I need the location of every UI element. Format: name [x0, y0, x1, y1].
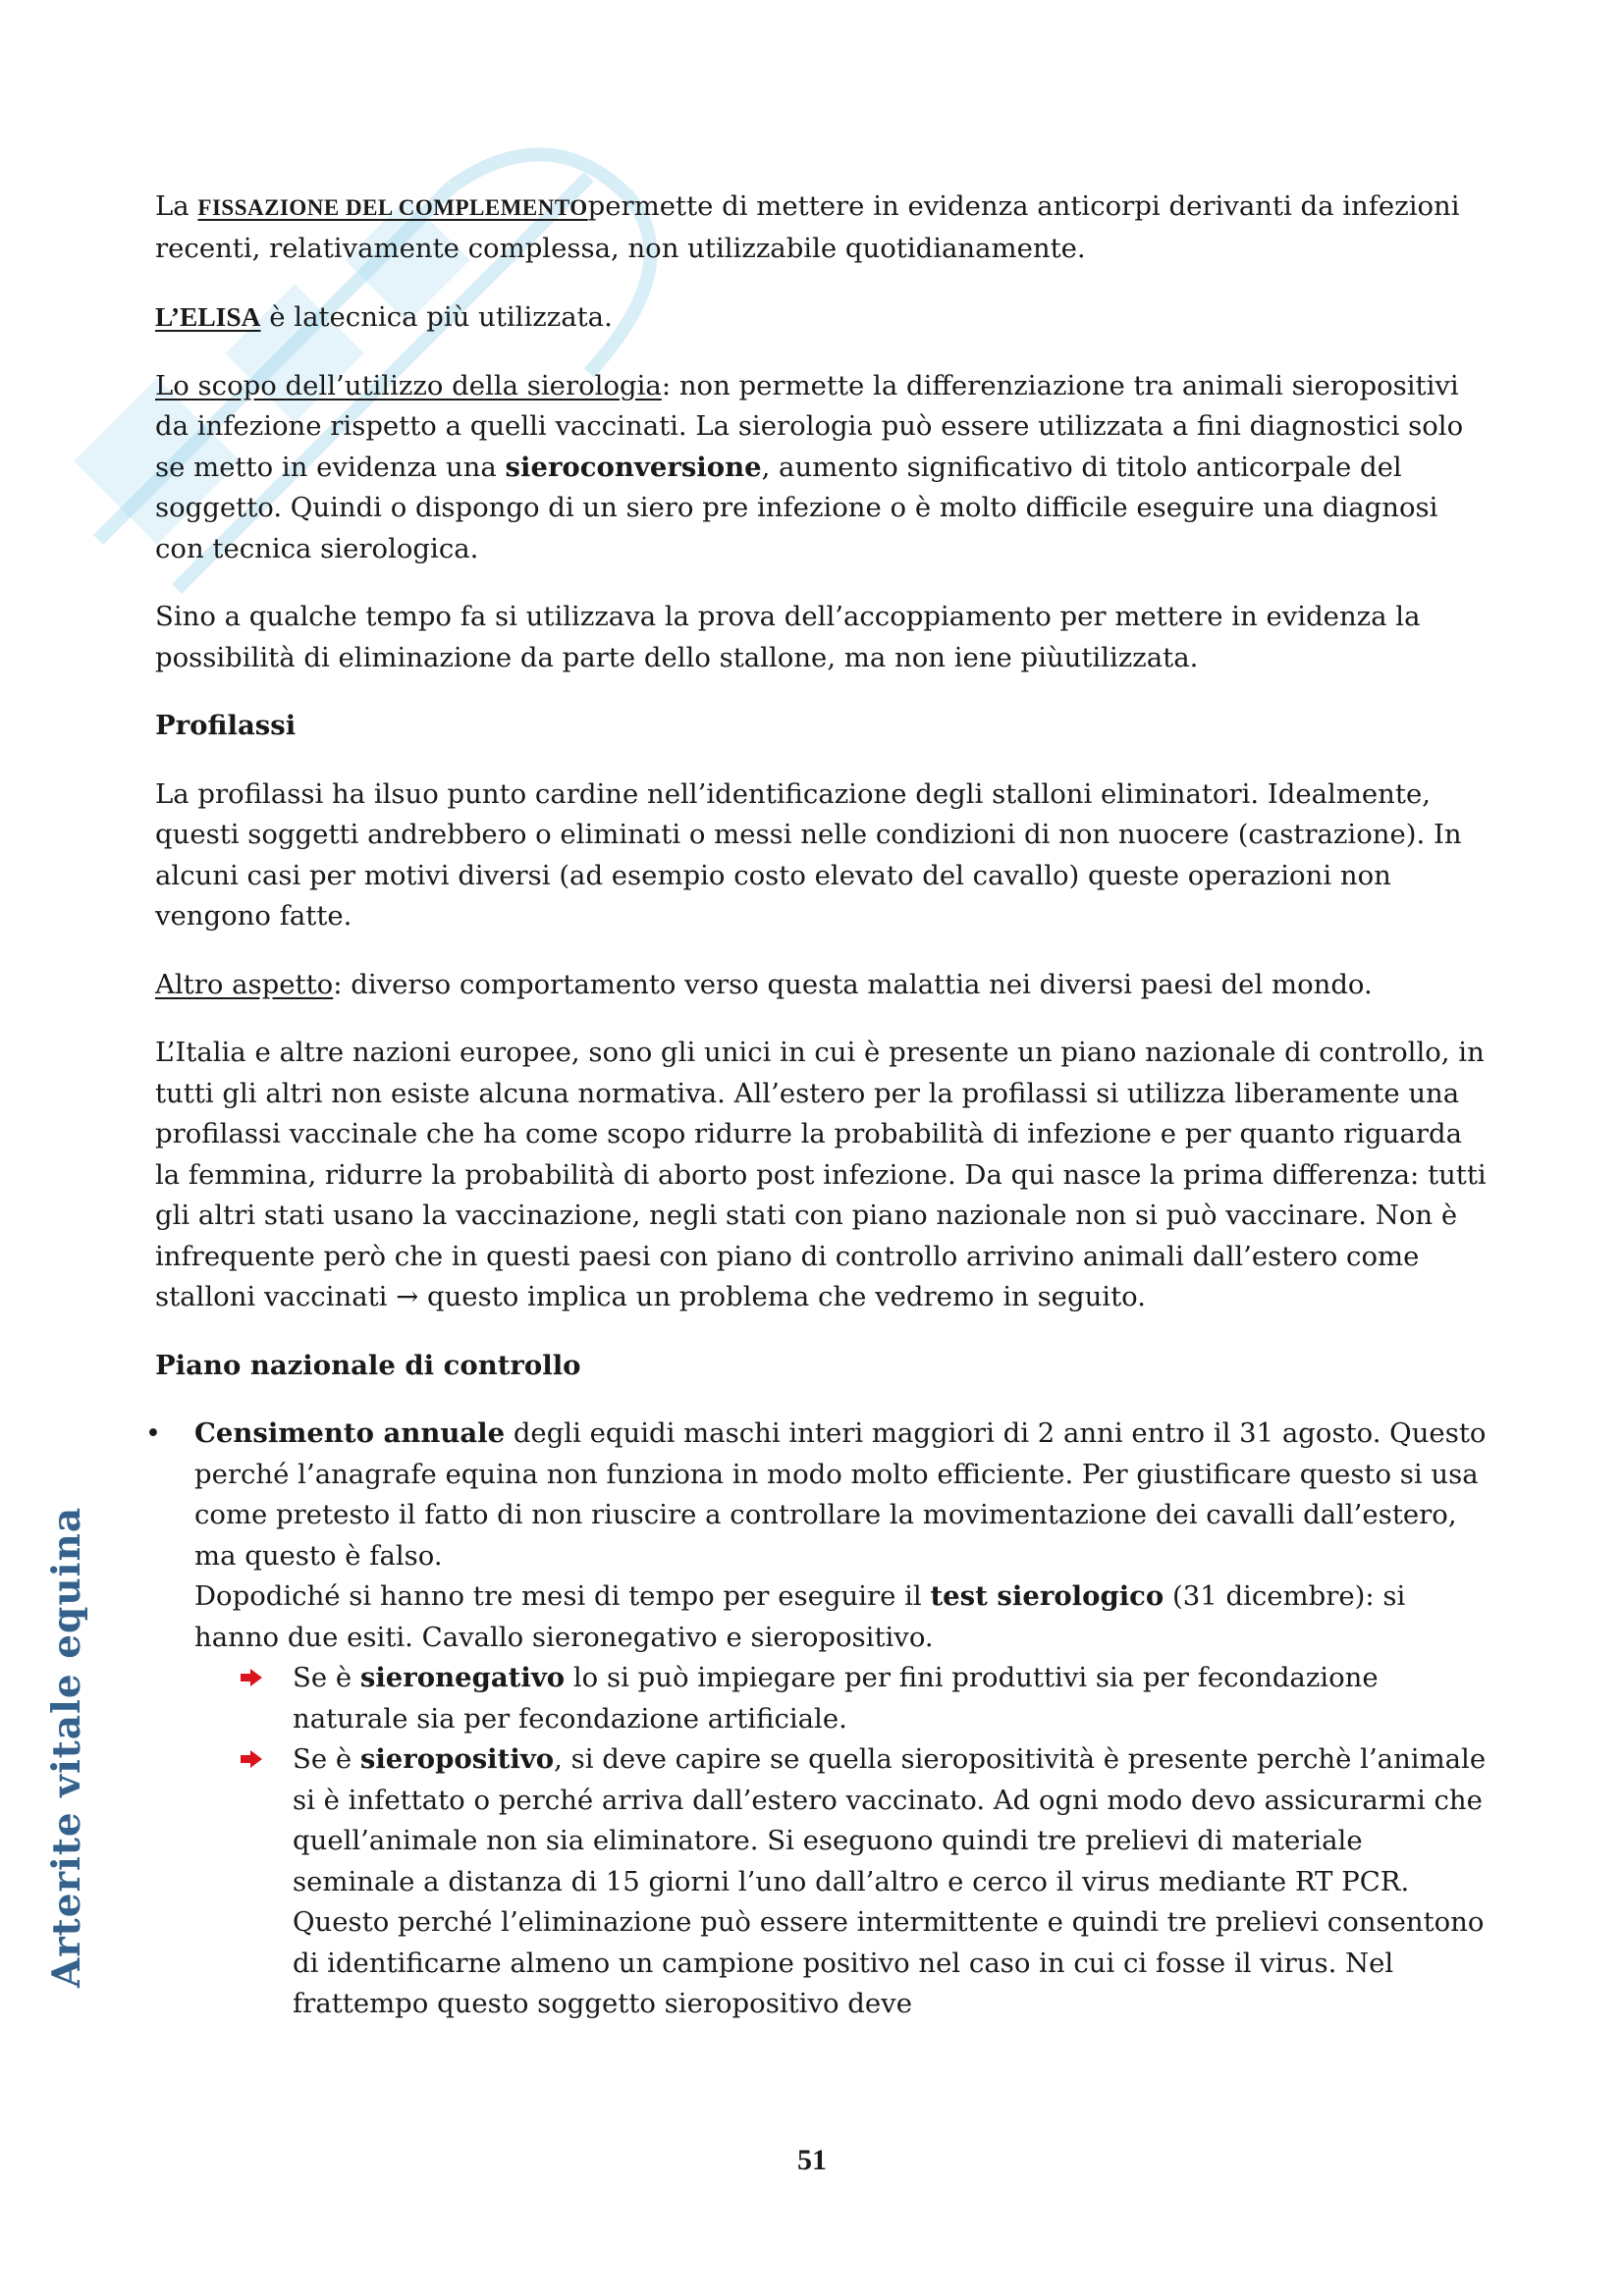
bullet-test-sierologico: Dopodiché si hanno tre mesi di tempo per eseguire il test sierologico (31 dicembre): si hanno due esiti. Cavallo sieronegativo e sieropositivo. [194, 1580, 1406, 1653]
paragraph-fissazione: La FISSAZIONE DEL COMPLEMENTOpermette di mettere in evidenza anticorpi derivanti da infezioni recenti, relativamente complessa, non utilizzabile quotidianamente. [155, 190, 1460, 264]
term-sieroconversione: sieroconversione [505, 451, 762, 483]
red-arrow-icon [240, 1749, 263, 1769]
term-elisa: L’ELISA [155, 301, 261, 332]
side-title: Arterite vitale equina [44, 1506, 89, 1989]
list-item [155, 1414, 1490, 2025]
list-item: Se è sieronegativo lo si può impiegare per fini produttivi sia per fecondazione naturale sia per fecondazione artificiale. [194, 1658, 1490, 1739]
arrow-right-icon: → [396, 1281, 419, 1312]
bullet-list [155, 1414, 1490, 2025]
paragraph-profilassi: La profilassi ha ilsuo punto cardine nell’identificazione degli stalloni eliminatori. Idealmente, questi soggetti andrebbero o eliminati o messi nelle condizioni di non nuocere (castrazione). In alcuni casi per motivi diversi (ad esempio costo elevato del cavallo) queste operazioni non vengono fatte. [155, 777, 1462, 932]
term-scopo-sierologia: Lo scopo dell’utilizzo della sierologia [155, 369, 662, 401]
heading-profilassi: Profilassi [155, 710, 297, 741]
list-item: Se è sieropositivo, si deve capire se quella sieropositività è presente perchè l’animale si è infettato o perché arriva dall’estero vaccinato. Ad ogni modo devo assicurarmi che quell’animale non sia eliminatore. Si eseguono quindi tre prelievi di materiale seminale a distanza di 15 giorni l’uno dall’altro e cerco il virus mediante RT PCR. Questo perché l’eliminazione può essere intermittente e quindi tre prelievi consentono di identificarne almeno un campione positivo nel caso in cui ci fosse il virus. Nel frattempo questo soggetto sieropositivo deve [194, 1739, 1490, 2025]
document-body [155, 187, 1490, 2025]
paragraph-italia: L’Italia e altre nazioni europee, sono gli unici in cui è presente un piano nazionale di controllo, in tutti gli altri non esiste alcuna normativa. All’estero per la profilassi si utilizza liberamente una profilassi vaccinale che ha come scopo ridurre la probabilità di infezione e per quanto riguarda la femmina, ridurre la probabilità di aborto post infezione. Da qui nasce la prima differenza: tutti gli altri stati usano la vaccinazione, negli stati con piano nazionale non si può vaccinare. Non è infrequente però che in questi paesi con piano di controllo arrivino animali dall’estero come stalloni vaccinati → questo implica un problema che vedremo in seguito. [155, 1037, 1487, 1312]
red-arrow-icon [240, 1668, 263, 1687]
sub-list [194, 1658, 1490, 2025]
term-fissazione-complemento: FISSAZIONE DEL COMPLEMENTO [197, 195, 588, 220]
paragraph-sierologia: Lo scopo dell’utilizzo della sierologia: non permette la differenziazione tra animali sieropositivi da infezione rispetto a quelli vaccinati. La sierologia può essere utilizzata a fini diagnostici solo se metto in evidenza una sieroconversione, aumento significativo di titolo anticorpale del soggetto. Quindi o dispongo di un siero pre infezione o è molto difficile eseguire una diagnosi con tecnica sierologica. [155, 369, 1464, 564]
page-number: 51 [797, 2144, 827, 2176]
paragraph-altro-aspetto: Altro aspetto: diverso comportamento verso questa malattia nei diversi paesi del mondo. [155, 968, 1373, 1000]
paragraph-elisa: L’ELISA è latecnica più utilizzata. [155, 301, 613, 333]
bullet-censimento: • Censimento annuale degli equidi maschi interi maggiori di 2 anni entro il 31 agosto. Questo perché l’anagrafe equina non funziona in modo molto efficiente. Per giustificare questo si usa come pretesto il fatto di non riuscire a controllare la movimentazione dei cavalli dall’estero, ma questo è falso. [194, 1417, 1487, 1572]
term-altro-aspetto: Altro aspetto [155, 968, 334, 1000]
paragraph-accoppiamento: Sino a qualche tempo fa si utilizzava la prova dell’accoppiamento per mettere in evidenza la possibilità di eliminazione da parte dello stallone, ma non iene piùutilizzata. [155, 601, 1421, 673]
heading-piano-nazionale: Piano nazionale di controllo [155, 1349, 581, 1381]
